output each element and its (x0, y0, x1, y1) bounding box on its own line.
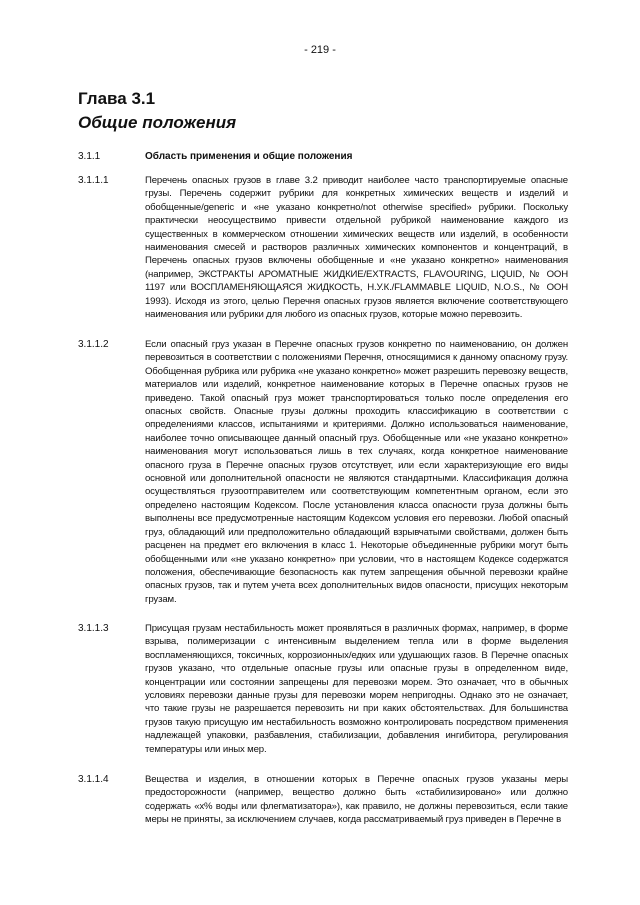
section-3-1-1-3 (78, 622, 568, 756)
section-number: 3.1.1.4 (78, 774, 109, 785)
section-paragraph: Присущая грузам нестабильность может проявляться в различных формах, например, в форме взрыва, полимеризации с интенсивным выделением тепла или в форме выделения воспламеняющихся, токсичных, коррозионных/едких или удушающих газов. В Перечне опасных грузов указано, что отдельные опасные грузы или опасные грузы в определенном виде, концентрации или состоянии запрещены для перевозки морем. Это означает, что в обычных условиях перевозки данные грузы для перевозки морем непригодны. Однако это не означает, что такие грузы не разрешается перевозить ни при каких обстоятельствах. Для большинства грузов такую присущую им нестабильность возможно контролировать посредством применения надлежащей упаковки, разбавления, стабилизации, добавления ингибитора, регулирования температуры или иных мер. (145, 623, 568, 755)
section-paragraph: Если опасный груз указан в Перечне опасных грузов конкретно по наименованию, он должен перевозиться в соответствии с положениями Перечня, относящимися к данному опасному грузу. Обобщенная рубрика или рубрика «не указано конкретно» может разрешить перевозку веществ, материалов или изделий, конкретное наименование которых в Перечне опасных грузов не приведено. Такой опасный груз может транспортироваться только после определения его опасных свойств. Опасные грузы должны проходить классификацию в соответствии с определениями классов, испытаниями и критериями. Должно использоваться наименование, наиболее точно описывающее данный опасный груз. Обобщенные или «не указано конкретно» наименования могут использоваться лишь в тех случаях, когда конкретное наименование опасного груза в Перечне опасных грузов отсутствует, или если характеризующие его виды основной или дополнительной опасности не являются стандартными. Классификация должна осуществляться грузоотправителем или соответствующим компетентным органом, если это определено настоящим Кодексом. После установления класса опасности груза должны быть выполнены все предусмотренные настоящим Кодексом условия его перевозки. Любой опасный груз, обладающий или предположительно обладающий взрывчатыми свойствами, должен быть расценен на предмет его включения в класс 1. Некоторые объединенные рубрики могут быть обобщенными или «не указано конкретно» при условии, что в настоящем Кодексе содержатся положения, обеспечивающие безопасность как путем запрещения обычной перевозки крайне опасных грузов, так и путем учета всех дополнительных видов опасности, присущих некоторым грузам. (145, 339, 568, 605)
page-number: - 219 - (304, 44, 336, 56)
section-3-1-1-4 (78, 773, 568, 827)
section-number: 3.1.1.1 (78, 175, 109, 186)
section-number: 3.1.1.3 (78, 623, 109, 634)
section-number: 3.1.1.2 (78, 339, 109, 350)
section-3-1-1-1 (78, 174, 568, 321)
section-number: 3.1.1 (78, 151, 101, 162)
section-3-1-1-2 (78, 338, 568, 606)
section-heading: Область применения и общие положения (145, 151, 353, 162)
chapter-label: Глава 3.1 (78, 89, 156, 108)
section-3-1-1 (78, 150, 568, 164)
section-paragraph: Вещества и изделия, в отношении которых в Перечне опасных грузов указаны меры предосторожности (например, вещество должно быть «стабилизировано» или должно содержать «х% воды или флегматизатора»), как правило, не должны перевозиться, если такие меры не приняты, за исключением случаев, когда рассматриваемый груз приведен в Перечне в (145, 774, 568, 826)
section-paragraph: Перечень опасных грузов в главе 3.2 приводит наиболее часто транспортируемые опасные грузы. Перечень содержит рубрики для конкретных химических веществ и изделий и обобщенные/generic и «не указано конкретно/not otherwise specified» рубрики. Поскольку практически неосуществимо привести отдельной рубрикой наименование каждого из существенных в коммерческом отношении химических веществ или изделий, в особенности наименования смесей и растворов различных химических компонентов и концентраций, в Перечень опасных грузов включены обобщенные и «не указано конкретно» наименования (например, ЭКСТРАКТЫ АРОМАТНЫЕ ЖИДКИЕ/EXTRACTS, FLAVOURING, LIQUID, № ООН 1197 или ВОСПЛАМЕНЯЮЩАЯСЯ ЖИДКОСТЬ, Н.У.К./FLAMMABLE LIQUID, N.O.S., № ООН 1993). Исходя из этого, целью Перечня опасных грузов является включение соответствующего наименования или рубрики для любого из опасных грузов, которые можно перевозить. (145, 175, 568, 321)
chapter-title: Общие положения (78, 113, 237, 132)
